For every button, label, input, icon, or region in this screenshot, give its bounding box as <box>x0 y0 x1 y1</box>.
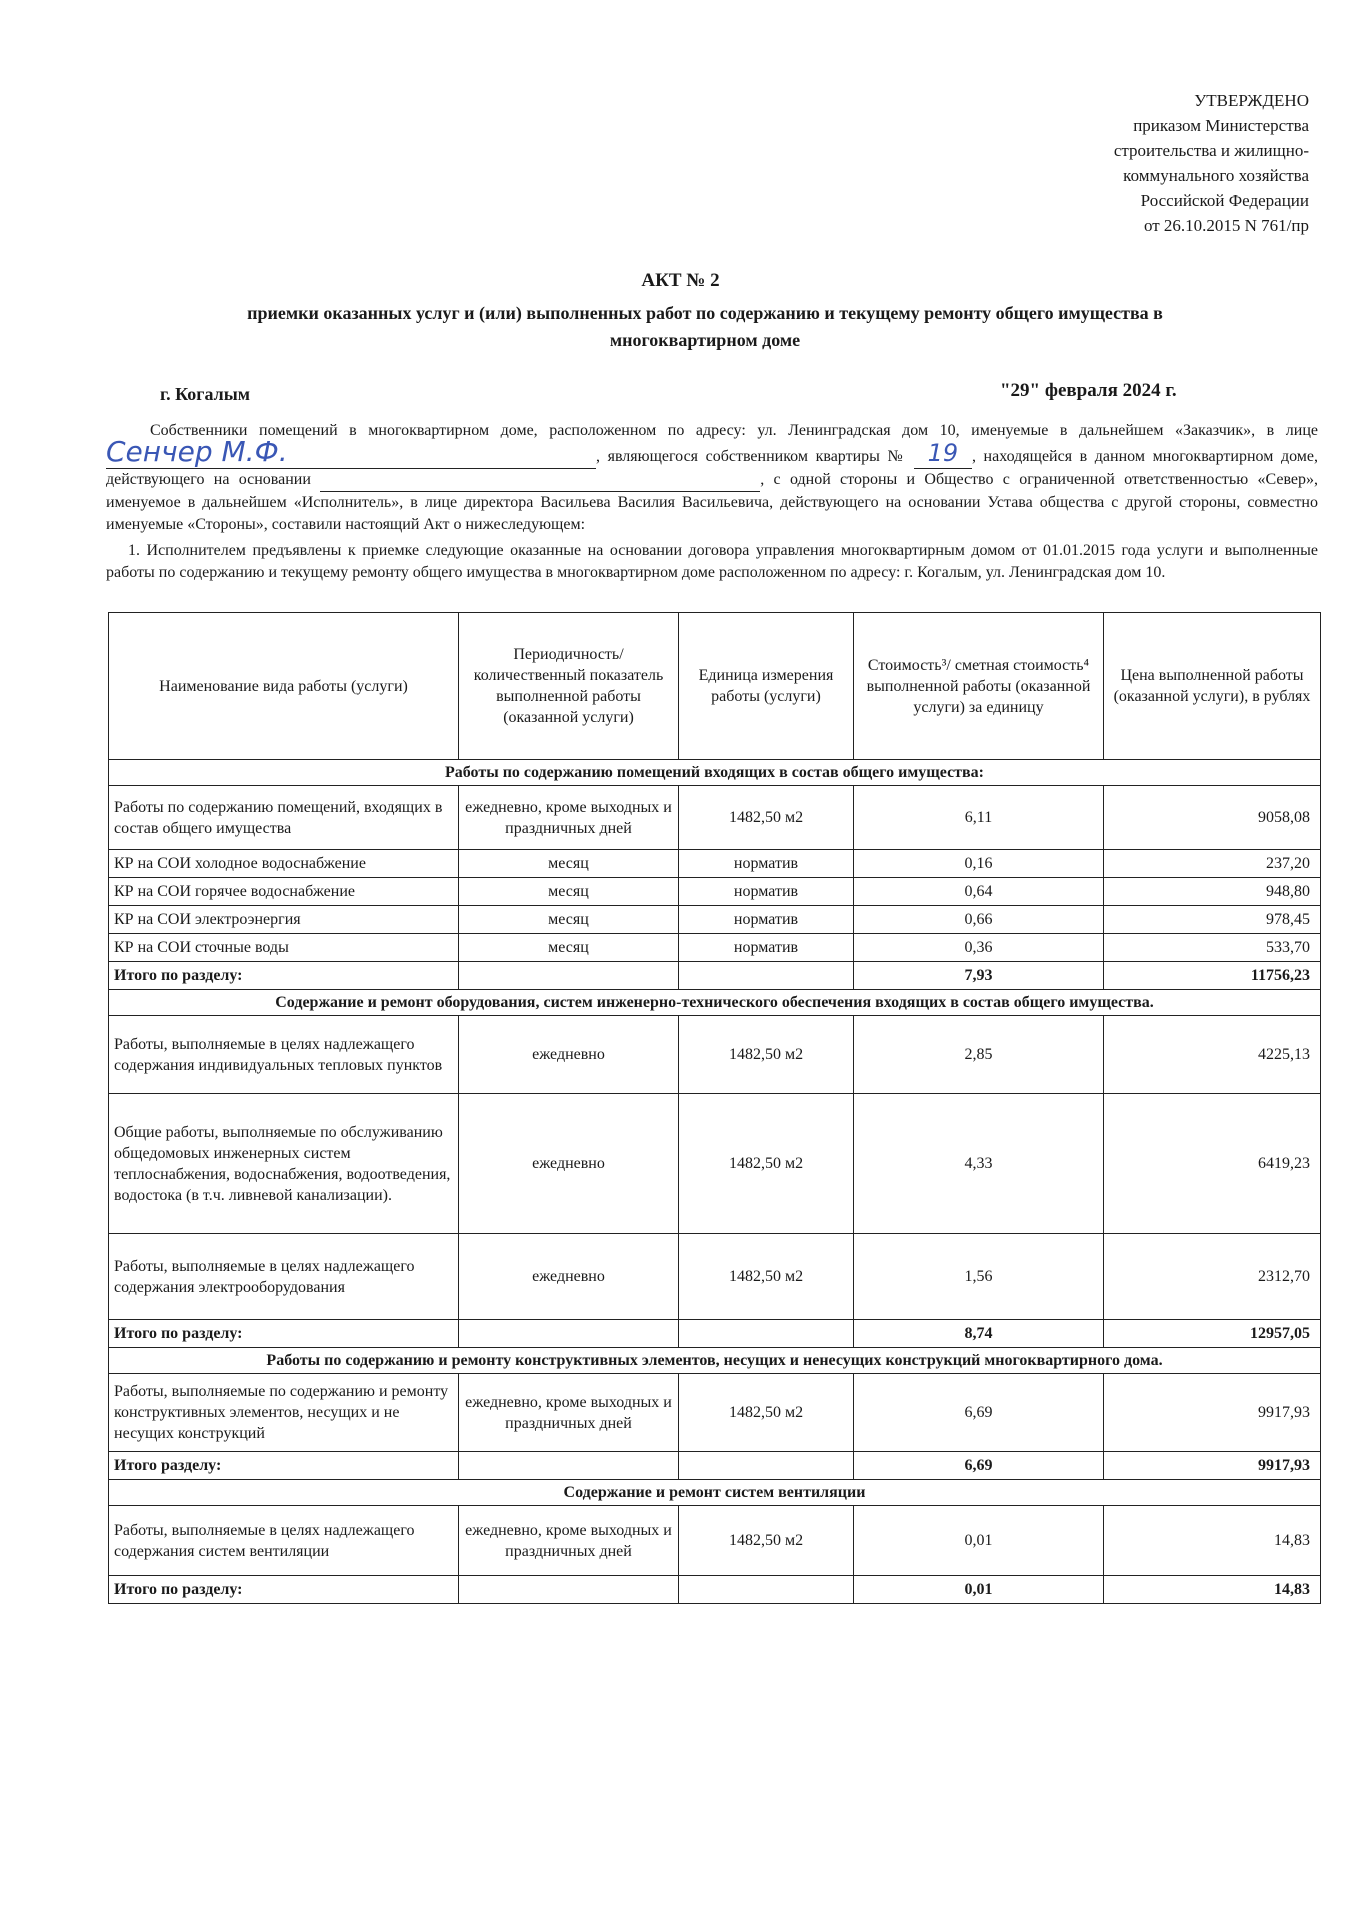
total-label: Итого разделу: <box>109 1452 459 1480</box>
work-periodicity: ежедневно, кроме выходных и праздничных дней <box>459 1374 679 1452</box>
total-price: 14,83 <box>1104 1576 1321 1604</box>
work-periodicity: месяц <box>459 906 679 934</box>
table-row <box>109 906 1321 934</box>
work-cost: 0,66 <box>854 906 1104 934</box>
total-label: Итого по разделу: <box>109 962 459 990</box>
work-name: КР на СОИ горячее водоснабжение <box>109 878 459 906</box>
work-name: Работы, выполняемые по содержанию и ремонту конструктивных элементов, несущих и не несущих конструкций <box>109 1374 459 1452</box>
work-unit: 1482,50 м2 <box>679 1234 854 1320</box>
act-date: "29" февраля 2024 г. <box>1000 380 1177 401</box>
work-price: 4225,13 <box>1104 1016 1321 1094</box>
empty-cell <box>459 1452 679 1480</box>
item-1-paragraph <box>106 540 1318 584</box>
section-title-row <box>109 1348 1321 1374</box>
total-cost: 8,74 <box>854 1320 1104 1348</box>
work-cost: 0,01 <box>854 1506 1104 1576</box>
table-row <box>109 1506 1321 1576</box>
item-1-text: 1. Исполнителем предъявлены к приемке следующие оказанные на основании договора управления многоквартирным домом от 01.01.2015 года услуги и выполненные работы по содержанию и текущему ремонту общего имущества в многоквартирном доме расположенном по адресу: г. Когалым, ул. Ленинградская дом 10. <box>106 542 1318 581</box>
work-periodicity: ежедневно, кроме выходных и праздничных дней <box>459 1506 679 1576</box>
work-price: 9058,08 <box>1104 786 1321 850</box>
section-title: Работы по содержанию помещений входящих в состав общего имущества: <box>109 760 1321 786</box>
work-periodicity: месяц <box>459 878 679 906</box>
work-unit: 1482,50 м2 <box>679 1094 854 1234</box>
work-name: КР на СОИ сточные воды <box>109 934 459 962</box>
table-row <box>109 878 1321 906</box>
work-price: 533,70 <box>1104 934 1321 962</box>
work-unit: норматив <box>679 906 854 934</box>
act-subtitle: приемки оказанных услуг и (или) выполненных работ по содержанию и текущему ремонту общего имущества в многоквартирном доме <box>247 303 1163 350</box>
section-total-row <box>109 1320 1321 1348</box>
work-name: Работы, выполняемые в целях надлежащего содержания систем вентиляции <box>109 1506 459 1576</box>
approval-line: коммунального хозяйства <box>1123 166 1309 185</box>
header-periodicity: Периодичность/ количественный показатель выполненной работы (оказанной услуги) <box>459 613 679 760</box>
work-periodicity: месяц <box>459 850 679 878</box>
table-header-row <box>109 613 1321 760</box>
work-cost: 0,64 <box>854 878 1104 906</box>
empty-cell <box>459 962 679 990</box>
work-name: Работы, выполняемые в целях надлежащего содержания индивидуальных тепловых пунктов <box>109 1016 459 1094</box>
total-price: 12957,05 <box>1104 1320 1321 1348</box>
table-row <box>109 786 1321 850</box>
work-price: 2312,70 <box>1104 1234 1321 1320</box>
section-total-row <box>109 962 1321 990</box>
act-city: г. Когалым <box>160 384 251 404</box>
approval-line: от 26.10.2015 N 761/пр <box>1143 216 1309 235</box>
work-unit: 1482,50 м2 <box>679 1374 854 1452</box>
work-price: 14,83 <box>1104 1506 1321 1576</box>
intro-paragraph <box>106 420 1318 536</box>
work-name: Работы, выполняемые в целях надлежащего содержания электрооборудования <box>109 1234 459 1320</box>
work-cost: 0,16 <box>854 850 1104 878</box>
total-price: 9917,93 <box>1104 1452 1321 1480</box>
approval-line: приказом Министерства <box>1133 116 1309 135</box>
total-cost: 7,93 <box>854 962 1104 990</box>
section-title-row <box>109 990 1321 1016</box>
intro-text-b: , являющегося собственником квартиры № <box>596 448 907 465</box>
empty-cell <box>459 1320 679 1348</box>
work-cost: 0,36 <box>854 934 1104 962</box>
work-periodicity: ежедневно <box>459 1016 679 1094</box>
work-unit: 1482,50 м2 <box>679 1506 854 1576</box>
table-row <box>109 1094 1321 1234</box>
work-price: 6419,23 <box>1104 1094 1321 1234</box>
approval-line: Российской Федерации <box>1140 191 1309 210</box>
intro-text-c: , находящейся в данном многоквартирном доме, действующего на основании <box>106 448 1319 488</box>
work-price: 948,80 <box>1104 878 1321 906</box>
work-name: КР на СОИ электроэнергия <box>109 906 459 934</box>
work-cost: 1,56 <box>854 1234 1104 1320</box>
approval-stamp-block <box>1114 88 1309 238</box>
work-periodicity: месяц <box>459 934 679 962</box>
work-name: Работы по содержанию помещений, входящих в состав общего имущества <box>109 786 459 850</box>
work-cost: 6,69 <box>854 1374 1104 1452</box>
work-unit: 1482,50 м2 <box>679 786 854 850</box>
work-price: 978,45 <box>1104 906 1321 934</box>
header-unit: Единица измерения работы (услуги) <box>679 613 854 760</box>
total-cost: 0,01 <box>854 1576 1104 1604</box>
work-unit: норматив <box>679 850 854 878</box>
table-row <box>109 1016 1321 1094</box>
total-price: 11756,23 <box>1104 962 1321 990</box>
work-price: 237,20 <box>1104 850 1321 878</box>
work-unit: 1482,50 м2 <box>679 1016 854 1094</box>
handwritten-name: Сенчер М.Ф. <box>106 435 288 468</box>
table-row <box>109 1374 1321 1452</box>
empty-cell <box>459 1576 679 1604</box>
handwritten-apartment-number: 19 <box>927 439 959 467</box>
total-label: Итого по разделу: <box>109 1576 459 1604</box>
work-price: 9917,93 <box>1104 1374 1321 1452</box>
table-row <box>109 1234 1321 1320</box>
work-periodicity: ежедневно <box>459 1094 679 1234</box>
work-periodicity: ежедневно, кроме выходных и праздничных дней <box>459 786 679 850</box>
table-row <box>109 934 1321 962</box>
work-name: КР на СОИ холодное водоснабжение <box>109 850 459 878</box>
work-name: Общие работы, выполняемые по обслуживанию общедомовых инженерных систем теплоснабжения, водоснабжения, водоотведения, водостока (в т.ч. ливневой канализации). <box>109 1094 459 1234</box>
empty-cell <box>679 1576 854 1604</box>
total-label: Итого по разделу: <box>109 1320 459 1348</box>
section-total-row <box>109 1452 1321 1480</box>
work-cost: 2,85 <box>854 1016 1104 1094</box>
section-total-row <box>109 1576 1321 1604</box>
section-title: Работы по содержанию и ремонту конструктивных элементов, несущих и ненесущих конструкций многоквартирного дома. <box>109 1348 1321 1374</box>
work-cost: 6,11 <box>854 786 1104 850</box>
table-row <box>109 850 1321 878</box>
basis-field <box>320 469 760 492</box>
section-title-row <box>109 760 1321 786</box>
intro-text-a: Собственники помещений в многоквартирном доме, расположенном по адресу: ул. Ленинградская дом 10, именуемые в дальнейшем «Заказчик», в лице <box>150 422 1318 439</box>
approval-line: УТВЕРЖДЕНО <box>1194 91 1309 110</box>
section-title-row <box>109 1480 1321 1506</box>
section-title: Содержание и ремонт систем вентиляции <box>109 1480 1321 1506</box>
empty-cell <box>679 1320 854 1348</box>
apartment-field <box>914 439 972 469</box>
act-title: АКТ № 2 <box>641 270 720 291</box>
approval-line: строительства и жилищно- <box>1113 141 1309 160</box>
work-cost: 4,33 <box>854 1094 1104 1234</box>
header-cost: Стоимость³/ сметная стоимость⁴ выполненной работы (оказанной услуги) за единицу <box>854 613 1104 760</box>
intro-text-d: , с одной стороны и Общество с ограниченной ответственностью «Север», именуемое в дальнейшем «Исполнитель», в лице директора Васильева Василия Васильевича, действующего на основании Устава общества с другой стороны, совместно именуемые «Стороны», составили настоящий Акт о нижеследующем: <box>106 471 1319 533</box>
total-cost: 6,69 <box>854 1452 1104 1480</box>
header-name: Наименование вида работы (услуги) <box>109 613 459 760</box>
works-table <box>108 612 1321 1604</box>
representative-field <box>106 435 596 469</box>
work-unit: норматив <box>679 934 854 962</box>
header-price: Цена выполненной работы (оказанной услуги), в рублях <box>1104 613 1321 760</box>
work-unit: норматив <box>679 878 854 906</box>
empty-cell <box>679 1452 854 1480</box>
work-periodicity: ежедневно <box>459 1234 679 1320</box>
section-title: Содержание и ремонт оборудования, систем инженерно-технического обеспечения входящих в состав общего имущества. <box>109 990 1321 1016</box>
empty-cell <box>679 962 854 990</box>
